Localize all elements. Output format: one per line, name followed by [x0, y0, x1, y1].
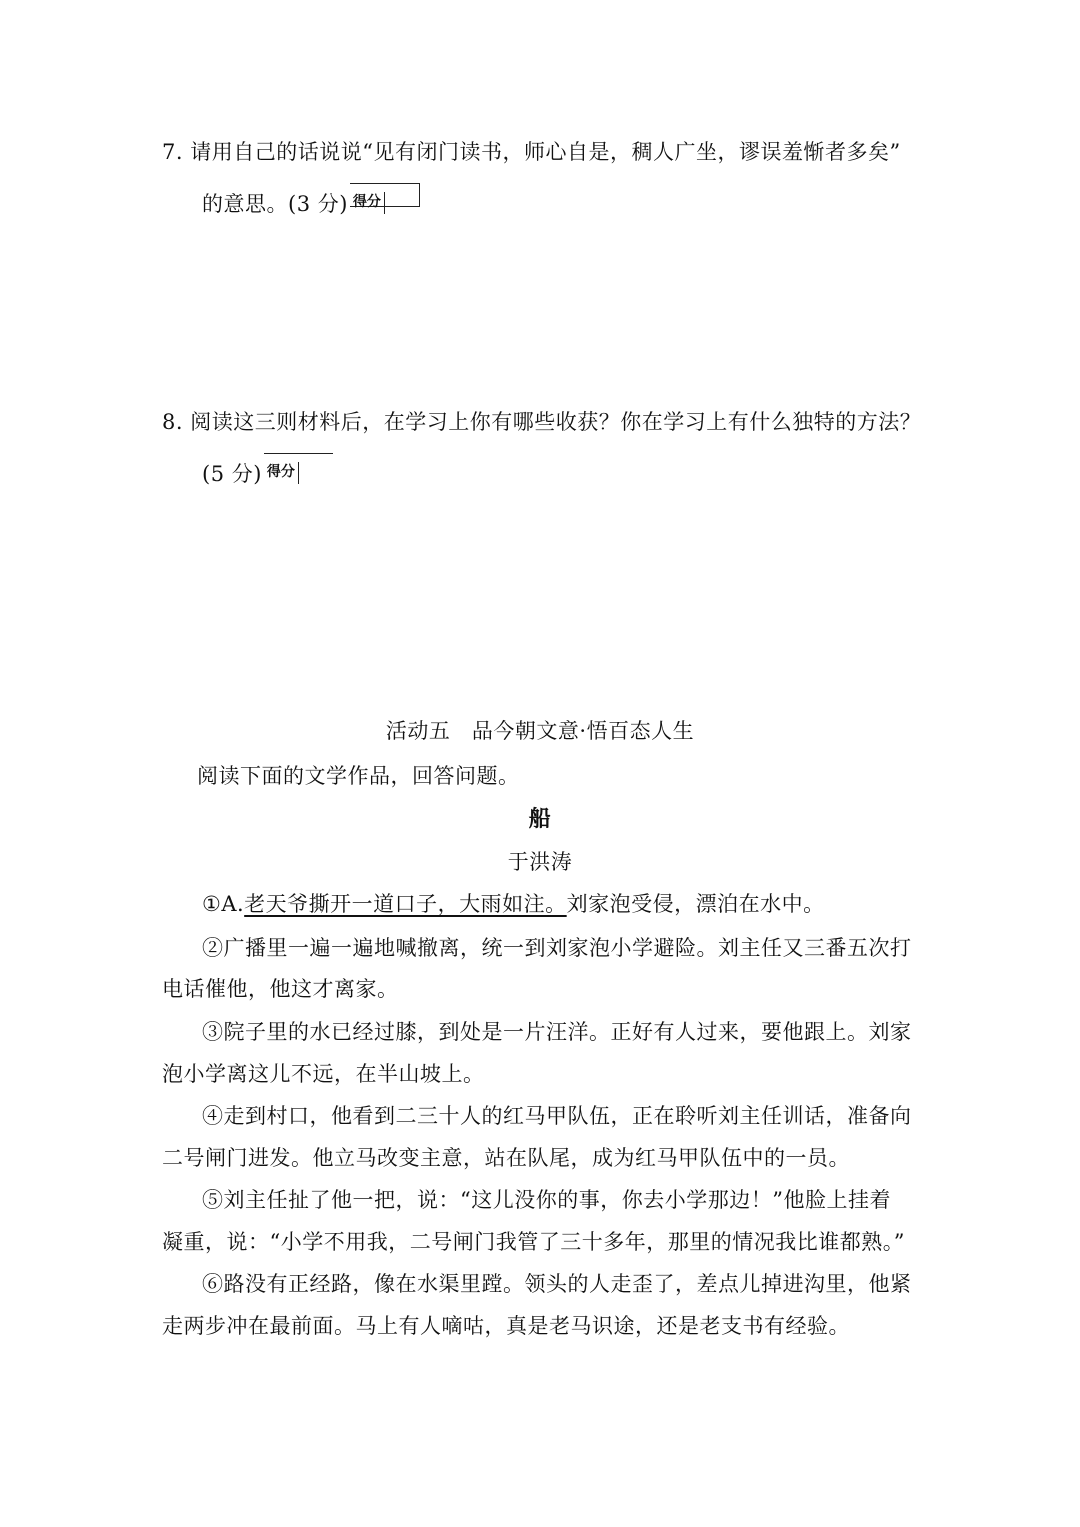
- question-7-text: 请用自己的话说说“见有闭门读书，师心自是，稠人广坐，谬误羞惭者多矣”: [190, 140, 901, 164]
- score-blank[interactable]: [299, 453, 333, 476]
- activity-instruction: 阅读下面的文学作品，回答问题。: [197, 764, 520, 788]
- paragraph-2-line-2: 电话催他，他这才离家。: [162, 977, 399, 1001]
- question-8-line-2: [202, 460, 333, 488]
- score-label: 得分: [264, 462, 299, 484]
- score-label: 得分: [350, 192, 385, 214]
- paragraph-2-line-1: ②广播里一遍一遍地喊撤离，统一到刘家泡小学避险。刘主任又三番五次打: [202, 936, 912, 960]
- activity-title: 活动五 品今朝文意·悟百态人生: [385, 719, 695, 743]
- score-blank[interactable]: [385, 184, 419, 206]
- paragraph-3-line-2: 泡小学离这儿不远，在半山坡上。: [162, 1062, 485, 1086]
- question-8-text: 阅读这三则材料后，在学习上你有哪些收获？你在学习上有什么独特的方法？: [190, 410, 922, 434]
- paragraph-6-line-1: ⑥路没有正经路，像在水渠里蹚。领头的人走歪了，差点儿掉进沟里，他紧: [202, 1272, 912, 1296]
- question-7-number: 7.: [162, 140, 184, 164]
- paragraph-6-line-2: 走两步冲在最前面。马上有人嘀咕，真是老马识途，还是老支书有经验。: [162, 1314, 850, 1338]
- paragraph-4-line-2: 二号闸门进发。他立马改变主意，站在队尾，成为红马甲队伍中的一员。: [162, 1146, 850, 1170]
- paragraph-1-marker: ①A.: [202, 892, 245, 916]
- paragraph-5-line-2: 凝重，说：“小学不用我，二号闸门我管了三十多年，那里的情况我比谁都熟。”: [162, 1230, 905, 1254]
- question-7-line-2: [202, 190, 420, 218]
- question-7-text-continued: 的意思。(3 分): [202, 192, 348, 216]
- article-title: 船: [528, 806, 552, 832]
- question-7-line-1: [162, 138, 901, 166]
- paragraph-1-underlined-sentence: 老天爷撕开一道口子，大雨如注。: [244, 892, 567, 916]
- article-author: 于洪涛: [507, 850, 573, 874]
- paragraph-5-line-1: ⑤刘主任扯了他一把，说：“这儿没你的事，你去小学那边！”他脸上挂着: [202, 1188, 891, 1212]
- question-8-number: 8.: [162, 410, 184, 434]
- question-8-line-1: [162, 408, 921, 436]
- paragraph-1: [202, 890, 825, 918]
- question-7-score-box[interactable]: [350, 183, 420, 210]
- question-8-score-box[interactable]: [264, 453, 333, 480]
- paragraph-1-rest: 刘家泡受侵，漂泊在水中。: [566, 892, 825, 916]
- question-8-text-continued: (5 分): [202, 462, 262, 486]
- paragraph-3-line-1: ③院子里的水已经过膝，到处是一片汪洋。正好有人过来，要他跟上。刘家: [202, 1020, 912, 1044]
- paragraph-4-line-1: ④走到村口，他看到二三十人的红马甲队伍，正在聆听刘主任训话，准备向: [202, 1104, 912, 1128]
